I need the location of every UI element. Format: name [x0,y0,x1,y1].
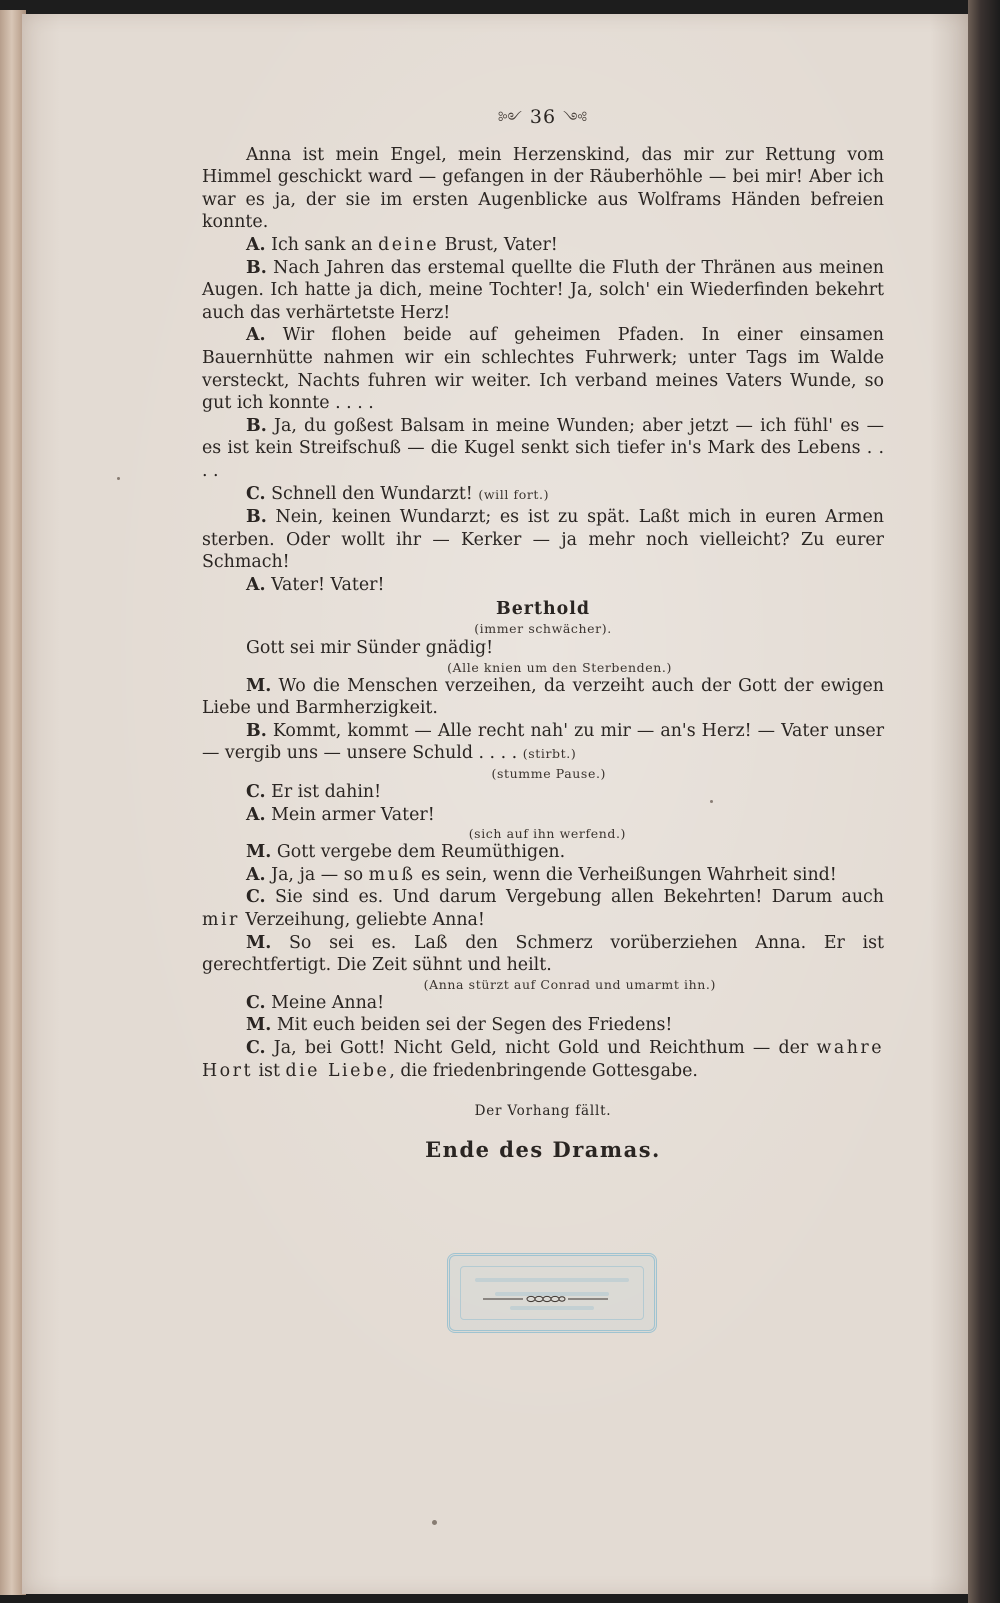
speech-line [202,992,884,1015]
speaker-label: A. [246,804,266,825]
speech-text: Mit euch beiden sei der Segen des Friedens! [276,1015,673,1036]
page-number: 36 [529,106,557,128]
speech-line [202,781,884,804]
speech-text: Brust, Vater! [439,234,558,255]
stage-direction: (Anna stürzt auf Conrad und umarmt ihn.) [423,976,716,992]
speech-text: Kommt, kommt — Alle recht nah' zu mir — an's Herz! — Vater unser — vergib uns — unsere Schuld . . . . [202,720,885,764]
speaker-label: C. [246,483,266,504]
speech-text: Gott sei mir Sünder gnädig! [246,638,494,659]
page-shadow-edge [968,0,1000,1603]
speech-text: Schnell den Wundarzt! [271,483,473,504]
speech-text: Wo die Menschen verzeihen, da verzeiht auch der Gott der ewigen Liebe und Barmherzigkeit. [202,675,884,719]
speaker-label: M. [246,842,272,863]
speaker-label: C. [246,782,266,803]
speaker-label: M. [246,675,272,696]
stage-direction: (sich auf ihn werfend.) [468,826,626,842]
speech-line [202,324,884,414]
speaker-label: M. [246,1015,272,1036]
end-of-drama-heading: Ende des Dramas. [425,1136,661,1162]
speech-text: Ja, bei Gott! Nicht Geld, nicht Gold und Reichthum — der [273,1037,817,1058]
speech-line [202,257,884,325]
stage-direction: (stumme Pause.) [491,766,606,782]
speech-line [202,1014,884,1037]
stamp-text-line [510,1306,594,1310]
speaker-label: A. [246,234,266,255]
speech-line [202,506,884,574]
speech-line [202,932,884,977]
speech-text: Nein, keinen Wundarzt; es ist zu spät. Laßt mich in euren Armen sterben. Oder wollt ihr — Kerker — ja mehr noch vielleicht? Zu eurer Schmach! [202,507,884,573]
speech-line [202,483,884,507]
speech-text: Meine Anna! [271,992,385,1013]
speech-text: Vater! Vater! [271,574,385,595]
speech-line [202,234,884,257]
page-text [202,106,884,1161]
speech-text-spaced: muß [368,864,416,885]
speech-line [202,574,884,597]
speaker-label: B. [246,720,267,741]
speaker-label: A. [246,325,266,346]
speaker-label: A. [246,864,266,885]
character-heading: Berthold [496,599,590,620]
speech-text: Er ist dahin! [271,782,382,803]
speech-line [202,415,884,483]
speech-text: Ja, du goßest Balsam in meine Wunden; aber jetzt — ich fühl' es — es ist kein Streifschuß — die Kugel senkt sich tiefer in's Mark des Lebens . . . . [202,415,885,481]
folio-ornament-right-icon: ༺ [563,109,589,127]
end-ornament-divider [483,1293,608,1305]
speech-text-spaced: deine [378,234,440,255]
stage-direction: (stirbt.) [522,746,577,762]
speaker-label: B. [246,415,267,436]
speech-text-spaced: wahre Hort [202,1037,884,1081]
speech-text: Anna ist mein Engel, mein Herzenskind, das mir zur Rettung vom Himmel geschickt ward — gefangen in der Räuberhöhle — bei mir! Aber ich war es ja, der sie im ersten Augenblicke aus Wolframs Händen befreien konnte. [202,144,884,233]
speech-text: Ich sank an [271,234,379,255]
speech-line [202,804,884,827]
speaker-label: A. [246,574,266,595]
speech-line [202,675,884,720]
speaker-label: M. [246,932,272,953]
speech-line [202,864,884,887]
speaker-label: C. [246,887,266,908]
speech-text: Gott vergebe dem Reumüthigen. [276,842,566,863]
speech-line [202,1037,884,1082]
speech-line [202,841,884,864]
speech-text: Nach Jahren das erstemal quellte die Fluth der Thränen aus meinen Augen. Ich hatte ja dich, meine Tochter! Ja, solch' ein Wiederfinden bekehrt auch das verhärtetste Herz! [202,257,884,323]
speaker-label: C. [246,1037,266,1058]
speech-text: , die friedenbringende Gottesgabe. [389,1060,698,1081]
folio-ornament-left-icon: ༻ [497,109,523,127]
speech-text-spaced: mir [202,910,240,930]
paragraph-intro [202,144,884,234]
speech-text: Wir flohen beide auf geheimen Pfaden. In einer einsamen Bauernhütte nahmen wir ein schlechtes Fuhrwerk; unter Tags im Walde versteckt, Nachts fuhren wir weiter. Ich verband meines Vaters Wunde, so gut ich konnte . . . . [202,325,884,414]
speech-text: Sie sind es. Und darum Vergebung allen Bekehrten! Darum auch [275,887,884,908]
stage-direction: (will fort.) [478,486,550,502]
paper-speck [432,1520,437,1525]
speaker-label: B. [246,507,267,528]
speech-text: Ja, ja — so [271,864,369,885]
stage-direction: (Alle knien um den Sterbenden.) [447,659,672,675]
curtain-direction: Der Vorhang fällt. [474,1103,612,1120]
speech-text: es sein, wenn die Verheißungen Wahrheit sind! [415,864,837,885]
speech-line [202,720,884,766]
page-number-header [202,106,884,130]
speech-text: ist [252,1060,286,1081]
speaker-label: C. [246,992,266,1013]
speech-line [202,886,884,931]
speech-line [202,637,884,660]
stamp-text-line [475,1278,629,1282]
speech-text-spaced: die Liebe [285,1060,390,1081]
speaker-label: B. [246,257,267,278]
paper-speck [117,477,120,480]
stage-direction: (immer schwächer). [474,621,612,637]
speech-text: Verzeihung, geliebte Anna! [239,910,485,930]
speech-text: So sei es. Laß den Schmerz vorüberziehen Anna. Er ist gerechtfertigt. Die Zeit sühnt und heilt. [202,932,884,976]
speech-text: Mein armer Vater! [271,804,435,825]
